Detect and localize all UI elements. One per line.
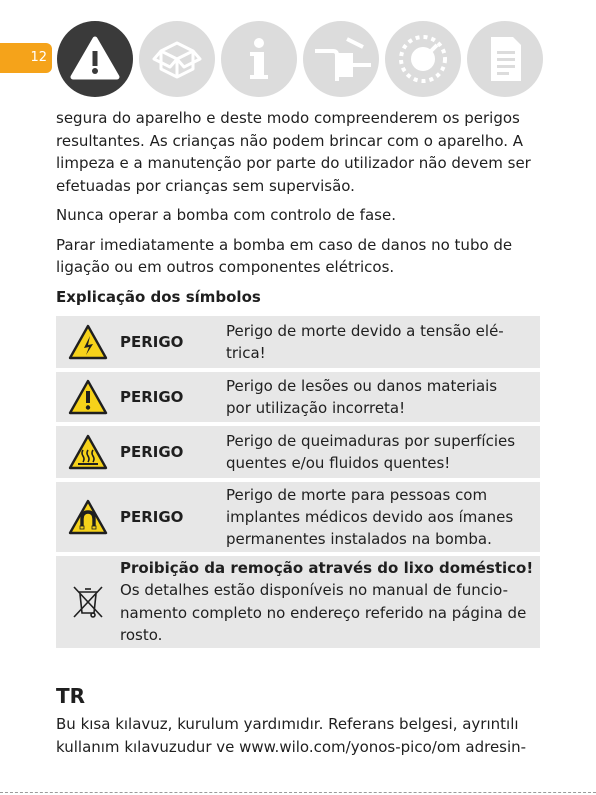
settings-dial-icon	[385, 21, 461, 97]
symbols-table	[56, 316, 540, 648]
disposal-text	[120, 555, 536, 649]
warning-icon	[57, 21, 133, 97]
paragraph-tr: Bu kısa kılavuz, kurulum yardımıdır. Referans belgesi, ayrıntılı kullanım kılavuzudur ve www.wilo.com/yonos-pico/om adresin-	[56, 715, 527, 756]
magnetic-field-warning-icon	[56, 499, 120, 535]
symbols-heading: Explicação dos símbolos	[56, 287, 261, 306]
installation-icon	[303, 21, 379, 97]
symbol-row	[56, 482, 540, 552]
hot-surface-warning-icon	[56, 434, 120, 470]
page-cut-line	[0, 792, 596, 793]
symbol-row	[56, 372, 540, 422]
info-icon	[221, 21, 297, 97]
disposal-description: Os detalhes estão disponíveis no manual de funcio-namento completo no endereço referido na página de rosto.	[120, 581, 527, 644]
disposal-title: Proibição da remoção através do lixo doméstico!	[120, 558, 534, 577]
row-text: Perigo de queimaduras por superfícies quentes e/ou fluidos quentes!	[226, 431, 516, 472]
row-text: Perigo de morte para pessoas com implantes médicos devido aos ímanes permanentes instalados na bomba.	[226, 485, 514, 548]
paragraph-stop-pump: Parar imediatamente a bomba em caso de danos no tubo de ligação ou em outros componentes elétricos.	[56, 235, 513, 276]
general-warning-icon	[56, 379, 120, 415]
symbol-row	[56, 316, 540, 368]
row-label: PERIGO	[120, 387, 184, 406]
row-label: PERIGO	[120, 507, 184, 526]
row-label: PERIGO	[120, 442, 184, 461]
paragraph-phase-control: Nunca operar a bomba com controlo de fase.	[56, 206, 396, 224]
row-text: Perigo de lesões ou danos materiais por utilização incorreta!	[226, 376, 498, 417]
section-title-tr: TR	[56, 684, 86, 708]
crossed-out-bin-icon	[56, 583, 120, 621]
package-icon	[139, 21, 215, 97]
electric-voltage-warning-icon	[56, 324, 120, 360]
page-number: 12	[30, 50, 47, 65]
symbol-row	[56, 426, 540, 478]
row-text: Perigo de morte devido a tensão elé-trica!	[226, 321, 504, 362]
document-icon	[467, 21, 543, 97]
paragraph-supervision: segura do aparelho e deste modo compreenderem os perigos resultantes. As crianças não podem brincar com o aparelho. A limpeza e a manutenção por parte do utilizador não devem ser efetuadas por crianças sem supervisão.	[56, 109, 531, 195]
row-label: PERIGO	[120, 332, 184, 351]
main-content	[56, 107, 540, 652]
disposal-row	[56, 556, 540, 648]
